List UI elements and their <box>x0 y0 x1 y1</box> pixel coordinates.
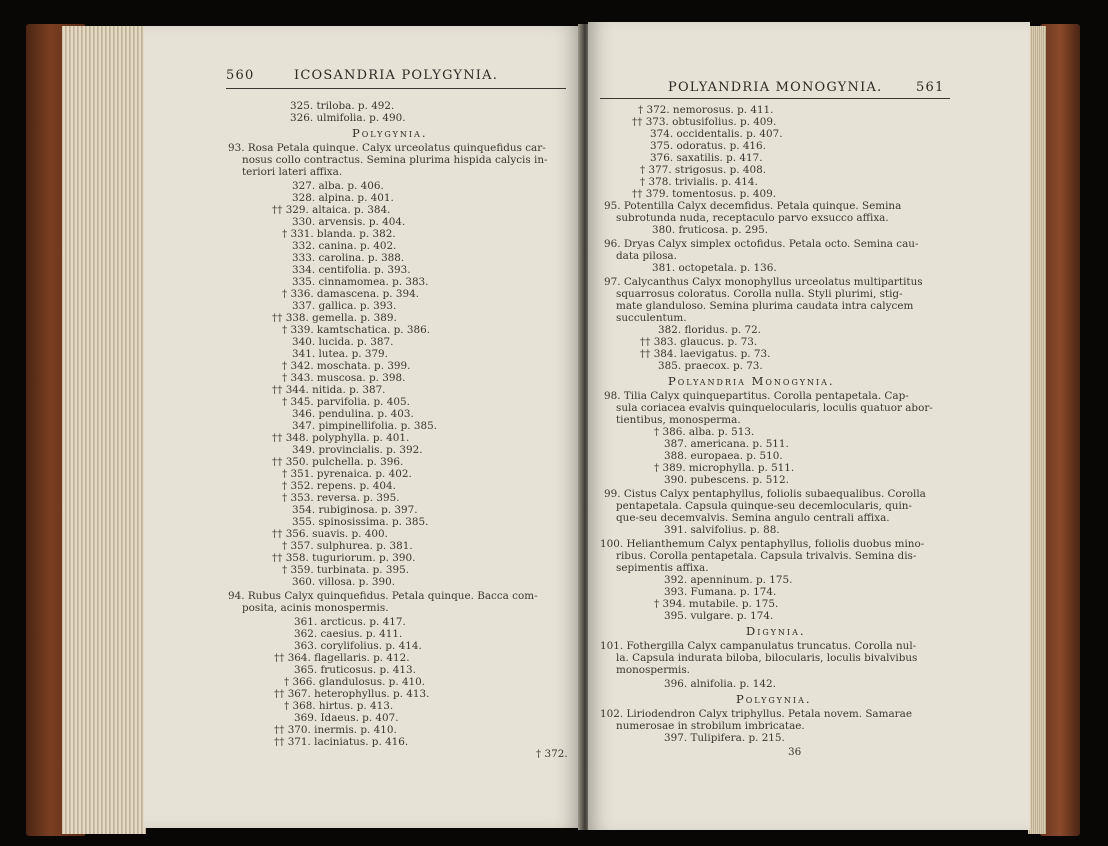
entry-line: † 368. hirtus. p. 413. <box>284 700 394 712</box>
entry-line: 341. lutea. p. 379. <box>292 348 388 360</box>
right-running-head: POLYANDRIA MONOGYNIA. <box>668 80 883 95</box>
entry-line: 365. fruticosus. p. 413. <box>294 664 416 676</box>
entry-line: 388. europaea. p. 510. <box>664 450 783 462</box>
entry-line: †† 358. tuguriorum. p. 390. <box>272 552 416 564</box>
entry-line: 340. lucida. p. 387. <box>292 336 394 348</box>
entry-line: †† 348. polyphylla. p. 401. <box>272 432 410 444</box>
entry-line: † 357. sulphurea. p. 381. <box>282 540 413 552</box>
entry-line: 392. apenninum. p. 175. <box>664 574 793 586</box>
entry-line: †† 371. laciniatus. p. 416. <box>274 736 409 748</box>
page-edges-left <box>62 26 146 834</box>
entry-line: † 353. reversa. p. 395. <box>282 492 400 504</box>
entry-line: 374. occidentalis. p. 407. <box>650 128 783 140</box>
entry-line: 381. octopetala. p. 136. <box>652 262 777 274</box>
genus-description: 94. Rubus Calyx quinquefidus. Petala quinque. Bacca com- <box>228 590 538 602</box>
entry-line: 349. provincialis. p. 392. <box>292 444 423 456</box>
entry-line: † 377. strigosus. p. 408. <box>640 164 766 176</box>
entry-line: † 378. trivialis. p. 414. <box>640 176 758 188</box>
entry-line: † 331. blanda. p. 382. <box>282 228 396 240</box>
left-page-number: 560 <box>226 68 255 83</box>
entry-line: 375. odoratus. p. 416. <box>650 140 766 152</box>
entry-line: 369. Idaeus. p. 407. <box>294 712 399 724</box>
entry-line: 385. praecox. p. 73. <box>658 360 763 372</box>
genus-description: ribus. Corolla pentapetala. Capsula trivalvis. Semina dis- <box>616 550 917 562</box>
genus-description: la. Capsula indurata biloba, bilocularis, loculis bivalvibus <box>616 652 918 664</box>
entry-line: † 345. parvifolia. p. 405. <box>282 396 410 408</box>
genus-description: 97. Calycanthus Calyx monophyllus urceolatus multipartitus <box>604 276 923 288</box>
genus-description: teriori lateri affixa. <box>242 166 343 178</box>
signature-mark: 36 <box>788 746 802 758</box>
page-edges-right <box>1028 26 1046 834</box>
entry-line: 326. ulmifolia. p. 490. <box>290 112 406 124</box>
genus-description: succulentum. <box>616 312 687 324</box>
entry-line: 346. pendulina. p. 403. <box>292 408 414 420</box>
genus-description: posita, acinis monospermis. <box>242 602 389 614</box>
genus-description: numerosae in strobilum imbricatae. <box>616 720 805 732</box>
entry-line: †† 344. nitida. p. 387. <box>272 384 386 396</box>
entry-line: † 342. moschata. p. 399. <box>282 360 411 372</box>
genus-description: pentapetala. Capsula quinque-seu decemlocularis, quin- <box>616 500 912 512</box>
entry-line: 380. fruticosa. p. 295. <box>652 224 769 236</box>
genus-description: 102. Liriodendron Calyx triphyllus. Petala novem. Samarae <box>600 708 912 720</box>
entry-line: 393. Fumana. p. 174. <box>664 586 777 598</box>
entry-line: 363. corylifolius. p. 414. <box>294 640 422 652</box>
entry-line: †† 350. pulchella. p. 396. <box>272 456 404 468</box>
genus-description: mate glanduloso. Semina plurima caudata intra calycem <box>616 300 914 312</box>
right-page <box>588 22 1030 830</box>
left-page <box>144 26 582 828</box>
entry-line: †† 356. suavis. p. 400. <box>272 528 388 540</box>
entry-line: 347. pimpinellifolia. p. 385. <box>292 420 437 432</box>
book-cover-right <box>1040 24 1080 836</box>
entry-line: † 394. mutabile. p. 175. <box>654 598 779 610</box>
entry-line: †† 370. inermis. p. 410. <box>274 724 397 736</box>
entry-line: 361. arcticus. p. 417. <box>294 616 406 628</box>
entry-line: † 389. microphylla. p. 511. <box>654 462 795 474</box>
entry-line: †† 367. heterophyllus. p. 413. <box>274 688 430 700</box>
section-heading: Polygynia. <box>736 692 812 706</box>
entry-line: 355. spinosissima. p. 385. <box>292 516 429 528</box>
entry-line: 362. caesius. p. 411. <box>294 628 403 640</box>
right-header-rule <box>600 98 950 99</box>
entry-line: † 372. nemorosus. p. 411. <box>638 104 774 116</box>
entry-line: 332. canina. p. 402. <box>292 240 397 252</box>
entry-line: 390. pubescens. p. 512. <box>664 474 789 486</box>
entry-line: † 336. damascena. p. 394. <box>282 288 420 300</box>
right-page-number: 561 <box>916 80 945 95</box>
entry-line: † 386. alba. p. 513. <box>654 426 755 438</box>
entry-line: †† 329. altaica. p. 384. <box>272 204 391 216</box>
entry-line: 333. carolina. p. 388. <box>292 252 405 264</box>
left-header-rule <box>226 88 566 89</box>
entry-line: †† 384. laevigatus. p. 73. <box>640 348 771 360</box>
left-running-head: ICOSANDRIA POLYGYNIA. <box>294 68 499 83</box>
entry-line: 337. gallica. p. 393. <box>292 300 397 312</box>
entry-line: 328. alpina. p. 401. <box>292 192 394 204</box>
genus-description: 100. Helianthemum Calyx pentaphyllus, foliolis duobus mino- <box>600 538 925 550</box>
entry-line: 391. salvifolius. p. 88. <box>664 524 780 536</box>
genus-description: 93. Rosa Petala quinque. Calyx urceolatus quinquefidus car- <box>228 142 546 154</box>
entry-line: † 352. repens. p. 404. <box>282 480 396 492</box>
entry-line: †† 383. glaucus. p. 73. <box>640 336 758 348</box>
entry-line: 387. americana. p. 511. <box>664 438 789 450</box>
entry-line: 395. vulgare. p. 174. <box>664 610 774 622</box>
entry-line: † 343. muscosa. p. 398. <box>282 372 406 384</box>
entry-line: 325. triloba. p. 492. <box>290 100 395 112</box>
entry-line: 376. saxatilis. p. 417. <box>650 152 763 164</box>
genus-description: que-seu decemvalvis. Semina angulo centrali affixa. <box>616 512 890 524</box>
entry-line: 382. floridus. p. 72. <box>658 324 761 336</box>
entry-line: 360. villosa. p. 390. <box>292 576 396 588</box>
genus-description: 99. Cistus Calyx pentaphyllus, foliolis subaequalibus. Corolla <box>604 488 926 500</box>
genus-description: tientibus, monosperma. <box>616 414 741 426</box>
genus-description: sepimentis affixa. <box>616 562 709 574</box>
genus-description: 95. Potentilla Calyx decemfidus. Petala quinque. Semina <box>604 200 902 212</box>
entry-line: †† 373. obtusifolius. p. 409. <box>632 116 777 128</box>
entry-line: 396. alnifolia. p. 142. <box>664 678 776 690</box>
genus-description: monospermis. <box>616 664 690 676</box>
entry-line: † 351. pyrenaica. p. 402. <box>282 468 412 480</box>
entry-line: 327. alba. p. 406. <box>292 180 384 192</box>
entry-line: 330. arvensis. p. 404. <box>292 216 406 228</box>
entry-line: †† 338. gemella. p. 389. <box>272 312 397 324</box>
genus-description: 98. Tilia Calyx quinquepartitus. Corolla pentapetala. Cap- <box>604 390 909 402</box>
genus-description: 101. Fothergilla Calyx campanulatus truncatus. Corolla nul- <box>600 640 917 652</box>
entry-line: †† 364. flagellaris. p. 412. <box>274 652 410 664</box>
entry-line: 397. Tulipifera. p. 215. <box>664 732 785 744</box>
genus-description: subrotunda nuda, receptaculo parvo exsucco affixa. <box>616 212 889 224</box>
catchword: † 372. <box>536 748 568 760</box>
genus-description: data pilosa. <box>616 250 677 262</box>
entry-line: † 359. turbinata. p. 395. <box>282 564 410 576</box>
section-heading: Digynia. <box>746 624 806 638</box>
entry-line: 354. rubiginosa. p. 397. <box>292 504 418 516</box>
entry-line: † 366. glandulosus. p. 410. <box>284 676 426 688</box>
genus-description: squarrosus coloratus. Corolla nulla. Styli plurimi, stig- <box>616 288 903 300</box>
genus-description: nosus collo contractus. Semina plurima hispida calycis in- <box>242 154 548 166</box>
section-heading: Polygynia. <box>352 126 428 140</box>
entry-line: †† 379. tomentosus. p. 409. <box>632 188 777 200</box>
entry-line: 335. cinnamomea. p. 383. <box>292 276 429 288</box>
entry-line: 334. centifolia. p. 393. <box>292 264 411 276</box>
genus-description: sula coriacea evalvis quinquelocularis, loculis quatuor abor- <box>616 402 933 414</box>
entry-line: † 339. kamtschatica. p. 386. <box>282 324 431 336</box>
section-heading: Polyandria Monogynia. <box>668 374 835 388</box>
genus-description: 96. Dryas Calyx simplex octofidus. Petala octo. Semina cau- <box>604 238 919 250</box>
